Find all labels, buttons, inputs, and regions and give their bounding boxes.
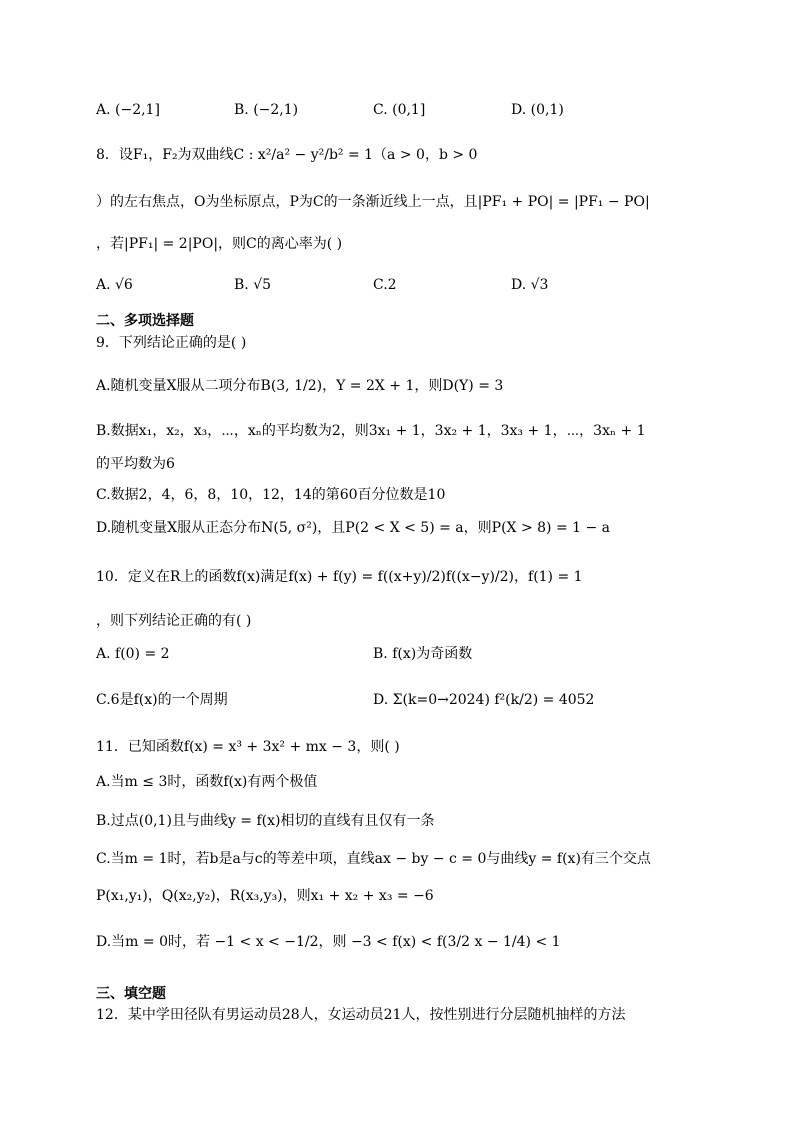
q9-option-c: C.数据2，4，6，8，10，12，14的第60百分位数是10 <box>96 487 446 503</box>
q10-line1: 10．定义在R上的函数f(x)满足f(x) + f(y) = f((x+y)/2)f((x−y)/2)，f(1) = 1 <box>96 569 583 585</box>
q11-option-d: D.当m = 0时，若 −1 < x < −1/2，则 −3 < f(x) < f(3/2 x − 1/4) < 1 <box>96 934 561 950</box>
q11-option-a: A.当m ≤ 3时，函数f(x)有两个极值 <box>96 774 318 790</box>
q7-option-a: A. (−2,1] <box>96 102 160 118</box>
q10-option-a: A. f(0) = 2 <box>96 646 170 662</box>
q7-option-c: C. (0,1] <box>373 102 426 118</box>
q10-option-d: D. Σ(k=0→2024) f²(k/2) = 4052 <box>373 692 595 708</box>
q10-option-b: B. f(x)为奇函数 <box>373 646 473 662</box>
q7-option-b: B. (−2,1) <box>234 102 299 118</box>
q8-option-a: A. √6 <box>96 277 133 293</box>
q9-option-a: A.随机变量X服从二项分布B(3, 1/2)，Y = 2X + 1，则D(Y) = 3 <box>96 378 504 394</box>
q8-option-c: C.2 <box>373 277 397 293</box>
q8-option-d: D. √3 <box>511 277 549 293</box>
q9-option-b-line1: B.数据x₁，x₂，x₃，⋯，xₙ的平均数为2，则3x₁ + 1，3x₂ + 1，3x₃ + 1，⋯，3xₙ + 1 <box>96 423 646 439</box>
q9-option-d: D.随机变量X服从正态分布N(5, σ²)，且P(2 < X < 5) = a，则P(X > 8) = 1 − a <box>96 520 611 536</box>
q9-option-b-line2: 的平均数为6 <box>96 456 175 472</box>
q8-line3: ，若|PF₁| = 2|PO|，则C的离心率为( ) <box>96 236 343 252</box>
q11-option-c-line2: P(x₁,y₁)，Q(x₂,y₂)，R(x₃,y₃)，则x₁ + x₂ + x₃ = −6 <box>96 888 434 904</box>
q11-option-b: B.过点(0,1)且与曲线y = f(x)相切的直线有且仅有一条 <box>96 813 435 829</box>
q7-option-d: D. (0,1) <box>511 102 564 118</box>
section-heading-multiple-choice: 二、多项选择题 <box>96 313 194 329</box>
q11-stem: 11．已知函数f(x) = x³ + 3x² + mx − 3，则( ) <box>96 739 400 755</box>
q10-line2: ，则下列结论正确的有( ) <box>96 613 252 629</box>
q11-option-c-line1: C.当m = 1时，若b是a与c的等差中项，直线ax − by − c = 0与曲线y = f(x)有三个交点 <box>96 851 651 867</box>
q9-stem: 9．下列结论正确的是( ) <box>96 335 247 351</box>
q12-stem: 12．某中学田径队有男运动员28人，女运动员21人，按性别进行分层随机抽样的方法 <box>96 1007 626 1023</box>
q8-line2: ）的左右焦点，O为坐标原点，P为C的一条渐近线上一点，且|PF₁ + PO| = |PF₁ − PO| <box>96 194 650 210</box>
q10-option-c: C.6是f(x)的一个周期 <box>96 692 228 708</box>
section-heading-fill-in: 三、填空题 <box>96 986 166 1002</box>
q8-line1: 8．设F₁，F₂为双曲线C : x²/a² − y²/b² = 1（a > 0，b > 0 <box>96 147 478 163</box>
q8-option-b: B. √5 <box>234 277 272 293</box>
